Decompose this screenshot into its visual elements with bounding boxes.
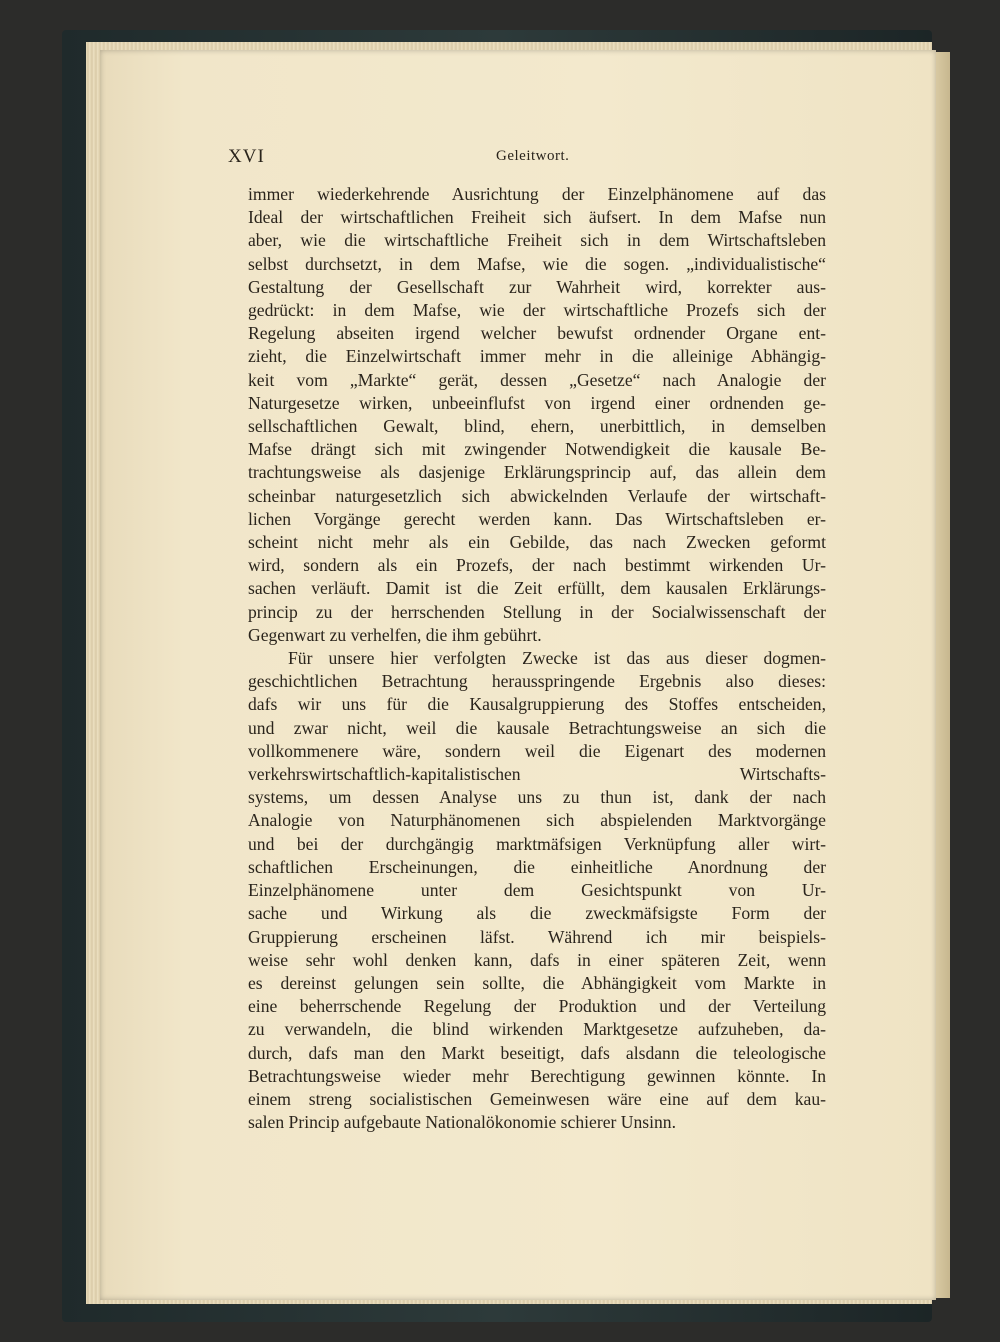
text-line: salen Princip aufgebaute Nationalökonomie schierer Unsinn. [248, 1112, 676, 1133]
text-line: vollkommenere wäre, sondern weil die Eigenart des modernen [248, 740, 826, 761]
text-line: immer wiederkehrende Ausrichtung der Einzelphänomene auf das [248, 184, 826, 204]
text-line: schaftlichen Erscheinungen, die einheitliche Anordnung der [248, 856, 826, 877]
text-line: trachtungsweise als dasjenige Erklärungsprincip auf, das allein dem [248, 462, 826, 483]
running-head: Geleitwort. [496, 148, 570, 164]
text-line: und zwar nicht, weil die kausale Betrachtungsweise an sich die [248, 717, 826, 738]
text-line: Mafse drängt sich mit zwingender Notwendigkeit die kausale Be- [248, 439, 826, 460]
text-line: selbst durchsetzt, in dem Mafse, wie die sogen. „individualistische“ [248, 253, 826, 274]
text-line: scheint nicht mehr als ein Gebilde, das nach Zwecken geformt [248, 532, 826, 553]
page-number: XVI [228, 146, 265, 167]
text-line: scheinbar naturgesetzlich sich abwickelnden Verlaufe der wirtschaft- [248, 485, 826, 506]
text-line: Regelung abseiten irgend welcher bewufst ordnender Organe ent- [248, 323, 826, 344]
text-line: Gestaltung der Gesellschaft zur Wahrheit wird, korrekter aus- [248, 276, 826, 297]
text-line: systems, um dessen Analyse uns zu thun ist, dank der nach [248, 787, 826, 808]
text-line: Naturgesetze wirken, unbeeinflufst von irgend einer ordnenden ge- [248, 392, 826, 413]
text-line: weise sehr wohl denken kann, dafs in einer späteren Zeit, wenn [248, 949, 826, 970]
text-line: Gegenwart zu verhelfen, die ihm gebührt. [248, 624, 542, 645]
text-line: Betrachtungsweise wieder mehr Berechtigung gewinnen könnte. In [248, 1065, 826, 1086]
text-line: Für unsere hier verfolgten Zwecke ist das aus dieser dogmen- [288, 648, 826, 669]
text-line: und bei der durchgängig marktmäfsigen Verknüpfung aller wirt- [248, 833, 826, 854]
text-line: Ideal der wirtschaftlichen Freiheit sich äufsert. In dem Mafse nun [248, 207, 826, 228]
text-line: sachen verläuft. Damit ist die Zeit erfüllt, dem kausalen Erklärungs- [248, 578, 826, 599]
text-line: es dereinst gelungen sein sollte, die Abhängigkeit vom Markte in [248, 972, 826, 993]
page-right-edge [936, 52, 950, 1298]
text-line: geschichtlichen Betrachtung herausspringende Ergebnis also dieses: [248, 671, 826, 692]
text-line: einem streng socialistischen Gemeinwesen wäre eine auf dem kau- [248, 1088, 826, 1109]
text-line: verkehrswirtschaftlich-kapitalistischen Wirtschafts- [248, 764, 826, 785]
text-line: gedrückt: in dem Mafse, wie der wirtschaftliche Prozefs sich der [248, 300, 826, 321]
text-line: sache und Wirkung als die zweckmäfsigste Form der [248, 903, 826, 924]
text-line: keit vom „Markte“ gerät, dessen „Gesetze“ nach Analogie der [248, 369, 826, 390]
text-line: lichen Vorgänge gerecht werden kann. Das Wirtschaftsleben er- [248, 508, 826, 529]
text-line: zieht, die Einzelwirtschaft immer mehr in die alleinige Abhängig- [248, 346, 826, 367]
body-text [248, 183, 826, 1134]
text-line: dafs wir uns für die Kausalgruppierung des Stoffes entscheiden, [248, 694, 826, 715]
text-line: aber, wie die wirtschaftliche Freiheit sich in dem Wirtschaftsleben [248, 230, 826, 251]
text-line: Einzelphänomene unter dem Gesichtspunkt von Ur- [248, 880, 826, 901]
text-line: zu verwandeln, die blind wirkenden Marktgesetze aufzuheben, da- [248, 1019, 826, 1040]
text-line: sellschaftlichen Gewalt, blind, ehern, unerbittlich, in demselben [248, 416, 826, 437]
text-line: princip zu der herrschenden Stellung in der Socialwissenschaft der [248, 601, 826, 622]
text-line: wird, sondern als ein Prozefs, der nach bestimmt wirkenden Ur- [248, 555, 826, 576]
text-line: durch, dafs man den Markt beseitigt, dafs alsdann die teleologische [248, 1042, 826, 1063]
text-line: Analogie von Naturphänomenen sich abspielenden Marktvorgänge [248, 810, 826, 831]
text-line: eine beherrschende Regelung der Produktion und der Verteilung [248, 996, 826, 1017]
page-header [228, 146, 808, 176]
text-line: Gruppierung erscheinen läfst. Während ich mir beispiels- [248, 926, 826, 947]
